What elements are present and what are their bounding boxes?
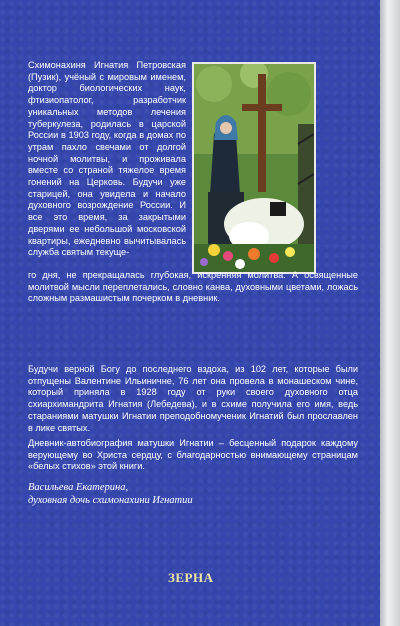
signature — [28, 481, 328, 507]
paragraph-intro-continued: го дня, не прекращалась глубокая, искренняя молитва. А освященные молитвой мысли переплетались, словно канва, духовными цветами, ложась сложным размашистым почерком в дневник. — [28, 270, 358, 304]
signature-role: духовная дочь схимонахини Игнатии — [28, 495, 193, 506]
signature-author: Васильева Екатерина, — [28, 482, 129, 493]
paragraph-intro: Схимонахиня Игнатия Петровская (Пузик), учёный с мировым именем, доктор биологических наук, фтизиопатолог, разработчик уникальных методов лечения туберкулеза, родилась в царской России в 1903 году, когда в домах по утрам пахло свечами от долгой ночной молитвы, и проживала вместе со страной тяжелое время гонений на Церковь. Будучи уже старицей, она увидела и начало духовного возрождение России. И все это время, за закрытыми дверями ее небольшой московской квартиры, ежедневно вычитывалась служба святым текуще- — [28, 60, 186, 258]
publisher-logo: ЗЕРНА — [168, 570, 214, 585]
book-spine — [380, 0, 400, 626]
paragraph-monastic-life: Будучи верной Богу до последнего вздоха, из 102 лет, которые были отпущены Валентине Ильиничне, 76 лет она провела в монашеском чине, который приняла в 1928 году от руки своего духовного отца схиархимандрита Игнатия (Лебедева), и в схиме получила его имя, ведь стараниями матушки Игнатии преподобномученик Игнатий был прославлен в лике святых. — [28, 364, 358, 433]
paragraph-diary: Дневник-автобиография матушки Игнатии – бесценный подарок каждому верующему во Христа сердцу, с благодарностью внимающему страницам «белых стихов» этой книги. — [28, 438, 358, 472]
photo-nun-at-grave — [192, 62, 316, 274]
